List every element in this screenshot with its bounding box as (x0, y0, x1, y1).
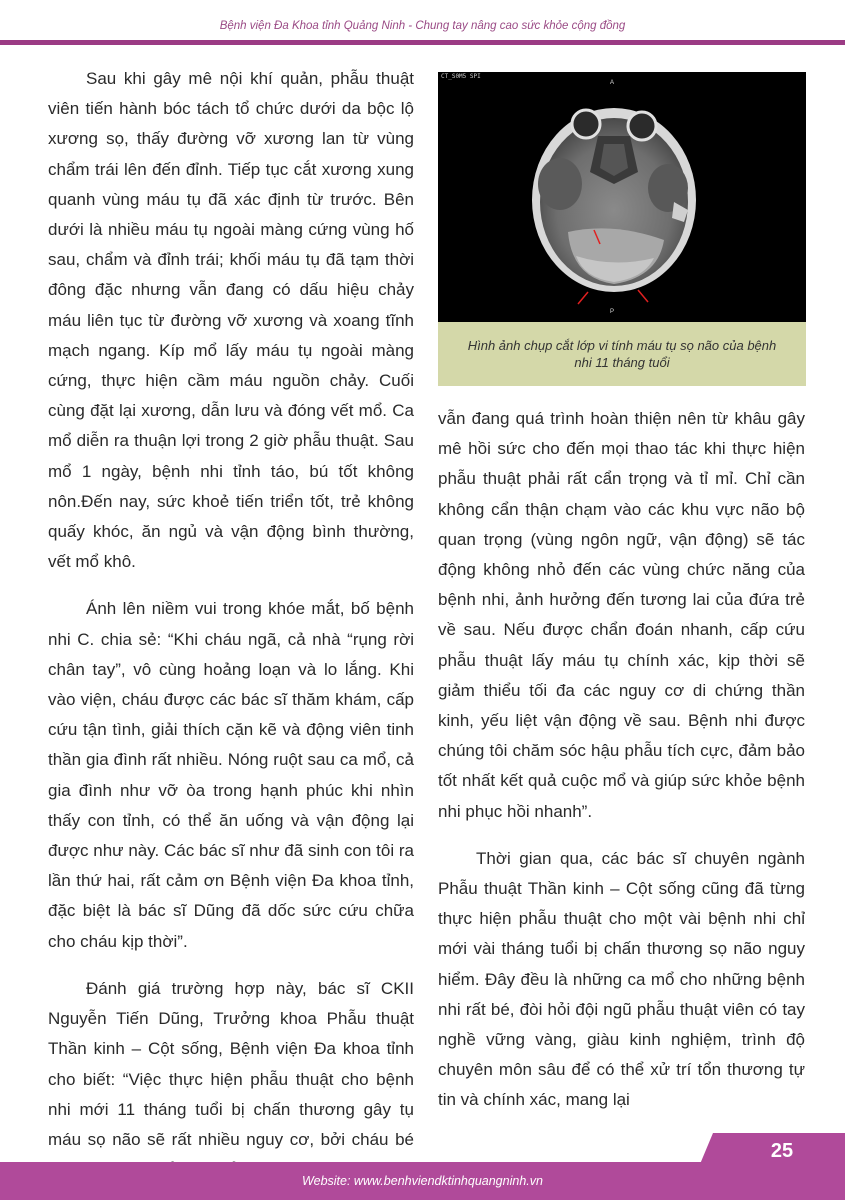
left-column (48, 64, 414, 1202)
running-header: Bệnh viện Đa Khoa tỉnh Quảng Ninh - Chung tay nâng cao sức khỏe cộng đồng (219, 20, 626, 32)
paragraph: Sau khi gây mê nội khí quản, phẫu thuật viên tiến hành bóc tách tổ chức dưới da bộc lộ xương sọ, thấy đường vỡ xương lan từ vùng chẩm trái lên đến đỉnh. Tiếp tục cắt xương xung quanh vùng máu tụ đã xác định từ trước. Bên dưới là nhiều máu tụ ngoài màng cứng vùng hố sau, chẩm và đỉnh trái; khối máu tụ đã tạm thời đông đặc nhưng vẫn đang có dấu hiệu chảy máu liên tục từ đường vỡ xương và xoang tĩnh mạch ngang. Kíp mổ lấy máu tụ ngoài màng cứng, thực hiện cầm máu nguồn chảy. Cuối cùng đặt lại xương, dẫn lưu và đóng vết mổ. Ca mổ diễn ra thuận lợi trong 2 giờ phẫu thuật. Sau mổ 1 ngày, bệnh nhi tỉnh táo, bú tốt không nôn.Đến nay, sức khoẻ tiến triển tốt, trẻ không quấy khóc, ăn ngủ và vận động bình thường, vết mổ khô. (48, 69, 414, 572)
anterior-marker: A (610, 80, 615, 86)
right-column (438, 404, 805, 1133)
figure-caption (438, 322, 806, 386)
paragraph: Ánh lên niềm vui trong khóe mắt, bố bệnh nhi C. chia sẻ: “Khi cháu ngã, cả nhà “rụng rời chân tay”, vô cùng hoảng loạn và lo lắng. Khi vào viện, cháu được các bác sĩ thăm khám, cấp cứu tận tình, giải thích cặn kẽ và động viên tinh thần gia đình rất nhiều. Nóng ruột sau ca mổ, cả gia đình như vỡ òa trong hạnh phúc khi nhìn thấy con tỉnh, có thể ăn uống và vận động lại được như này. Các bác sĩ như đã sinh con tôi ra lần thứ hai, rất cảm ơn Bệnh viện Đa khoa tỉnh, đặc biệt là bác sĩ Dũng đã dốc sức cứu chữa cho cháu kịp thời”. (48, 599, 414, 951)
scan-label: CT_S0M5 SPI (441, 73, 481, 80)
footer-website[interactable]: Website: www.benhviendktinhquangninh.vn (302, 1174, 543, 1188)
figure-caption-text: Hình ảnh chụp cắt lớp vi tính máu tụ sọ não của bệnh nhi 11 tháng tuổi (467, 338, 777, 370)
ct-scan-drawing (438, 72, 806, 322)
header-rule (0, 40, 845, 45)
paragraph: Thời gian qua, các bác sĩ chuyên ngành Phẫu thuật Thần kinh – Cột sống cũng đã từng thực hiện phẫu thuật cho một vài bệnh nhi chỉ mới vài tháng tuổi bị chấn thương sọ não nguy hiểm. Đây đều là những ca mổ cho những bệnh nhi rất bé, đòi hỏi đội ngũ phẫu thuật viên có tay nghề vững vàng, giàu kinh nghiệm, trình độ chuyên môn sâu để có thể xử trí tổn thương tự tin và chính xác, mang lại (438, 848, 805, 1110)
paragraph: Đánh giá trường hợp này, bác sĩ CKII Nguyễn Tiến Dũng, Trưởng khoa Phẫu thuật Thần kinh – Cột sống, Bệnh viện Đa khoa tỉnh cho biết: “Việc thực hiện phẫu thuật cho bệnh nhi mới 11 tháng tuổi bị chấn thương gây tụ máu sọ não sẽ rất nhiều nguy cơ, bởi cháu bé (48, 978, 414, 1149)
paragraph: vẫn đang quá trình hoàn thiện nên từ khâu gây mê hồi sức cho đến mọi thao tác khi thực hiện phẫu thuật phải rất cẩn trọng và tỉ mỉ. Chỉ cần không cẩn thận chạm vào các khu vực não bộ quan trọng (vùng ngôn ngữ, vận động) sẽ tác động không nhỏ đến các vùng chức năng của bệnh nhi, ảnh hưởng đến tương lai của đứa trẻ về sau. Nếu được chẩn đoán nhanh, cấp cứu phẫu thuật lấy máu tụ chính xác, kịp thời sẽ giảm thiểu tối đa các nguy cơ di chứng thần kinh, yếu liệt vận động về sau. Bệnh nhi được chúng tôi chăm sóc hậu phẫu tích cực, đảm bảo tốt nhất kết quả cuộc mổ và giúp sức khỏe bệnh nhi phục hồi nhanh”. (438, 409, 805, 821)
ct-scan-image (438, 72, 806, 322)
page-number: 25 (770, 1140, 794, 1162)
posterior-marker: P (610, 309, 615, 315)
